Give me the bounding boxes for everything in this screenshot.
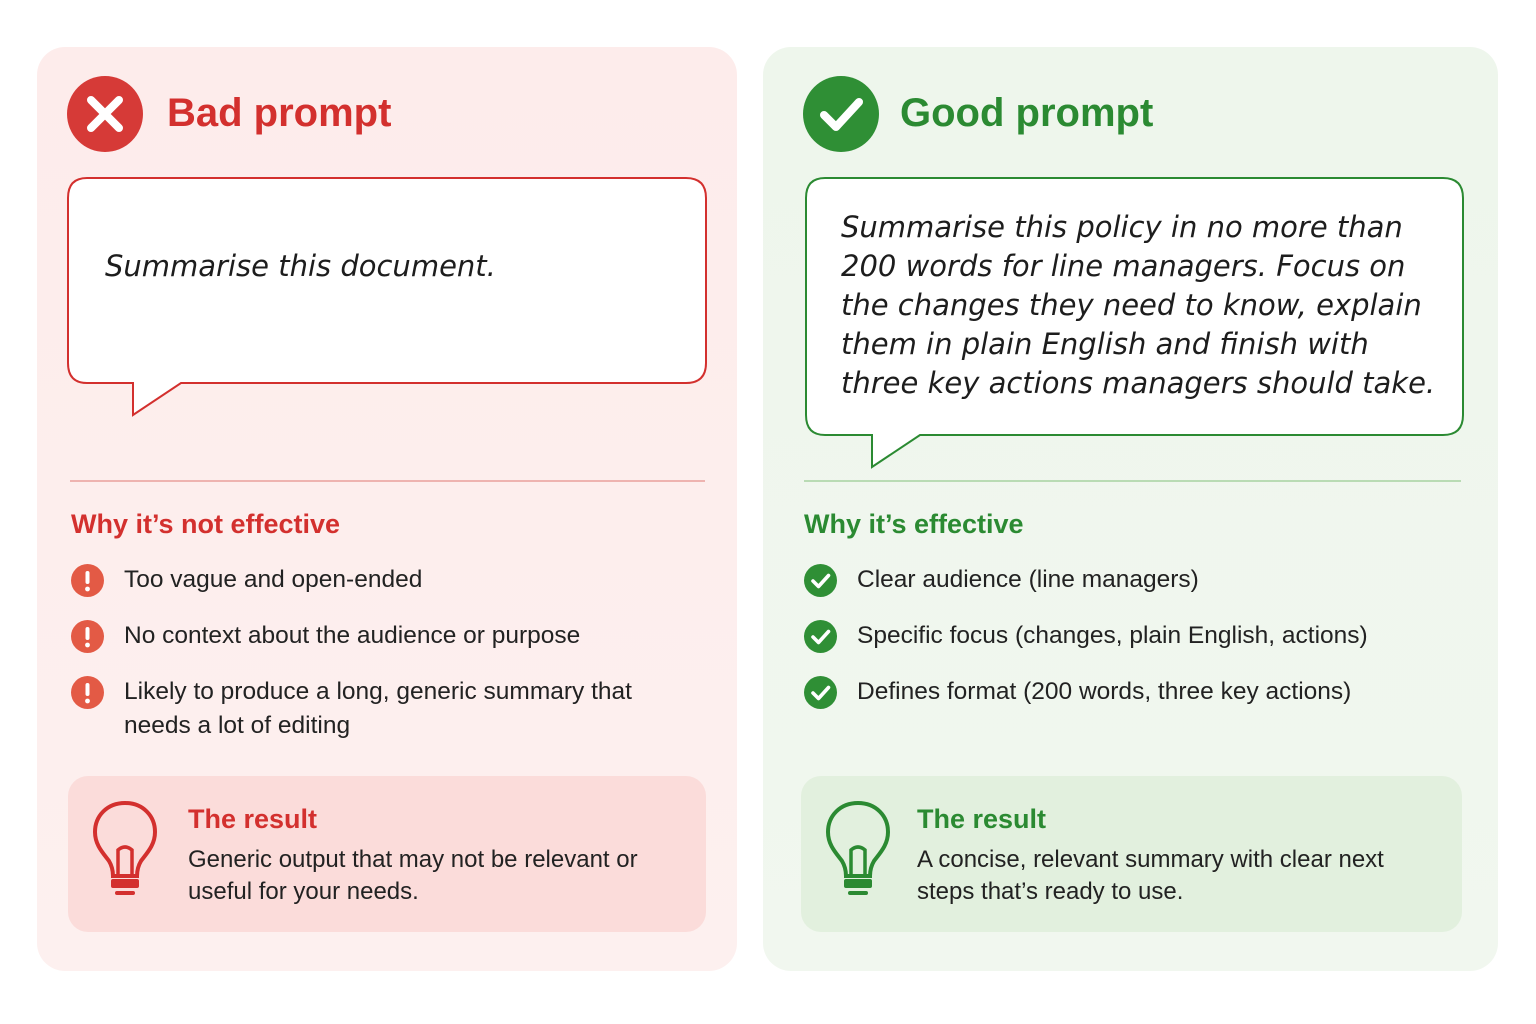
list-item: No context about the audience or purpose: [71, 619, 691, 653]
good-result-box: [801, 776, 1462, 932]
list-item: Clear audience (line managers): [804, 563, 1464, 597]
check-icon: [804, 564, 837, 597]
list-item: Likely to produce a long, generic summary that needs a lot of editing: [71, 675, 684, 743]
check-icon: [804, 620, 837, 653]
check-icon: [804, 676, 837, 709]
good-why-heading: Why it’s effective: [804, 509, 1024, 539]
bad-result-text: Generic output that may not be relevant or useful for your needs.: [188, 846, 638, 905]
exclamation-icon: [71, 620, 104, 653]
bad-prompt-bubble: [67, 177, 707, 417]
bad-prompt-panel: [37, 47, 737, 971]
x-circle-icon: [67, 76, 143, 152]
lightbulb-icon: [825, 800, 891, 900]
exclamation-icon: [71, 676, 104, 709]
bad-result-box: [68, 776, 706, 932]
list-item: Defines format (200 words, three key actions): [804, 675, 1464, 709]
bad-reason-list: [71, 563, 691, 765]
good-prompt-panel: [763, 47, 1498, 971]
bad-why-heading: Why it’s not effective: [71, 509, 341, 539]
list-item: Too vague and open-ended: [71, 563, 691, 597]
list-item: Specific focus (changes, plain English, actions): [804, 619, 1464, 653]
bad-prompt-text: Summarise this document.: [105, 249, 496, 283]
good-prompt-title: Good prompt: [900, 91, 1154, 135]
good-prompt-text: Summarise this policy in no more than 200 words for line managers. Focus on the changes they need to know, explain them in plain English and finish with three key actions managers should take.: [841, 210, 1436, 400]
good-result-text: A concise, relevant summary with clear next steps that’s ready to use.: [917, 846, 1384, 905]
bad-divider: [70, 480, 705, 482]
good-reason-list: [804, 563, 1464, 731]
good-divider: [804, 480, 1461, 482]
good-result-title: The result: [917, 804, 1047, 834]
bad-prompt-title: Bad prompt: [167, 91, 392, 135]
bad-result-title: The result: [188, 804, 318, 834]
good-prompt-bubble: [805, 177, 1465, 471]
lightbulb-icon: [92, 800, 158, 900]
check-circle-icon: [803, 76, 879, 152]
exclamation-icon: [71, 564, 104, 597]
